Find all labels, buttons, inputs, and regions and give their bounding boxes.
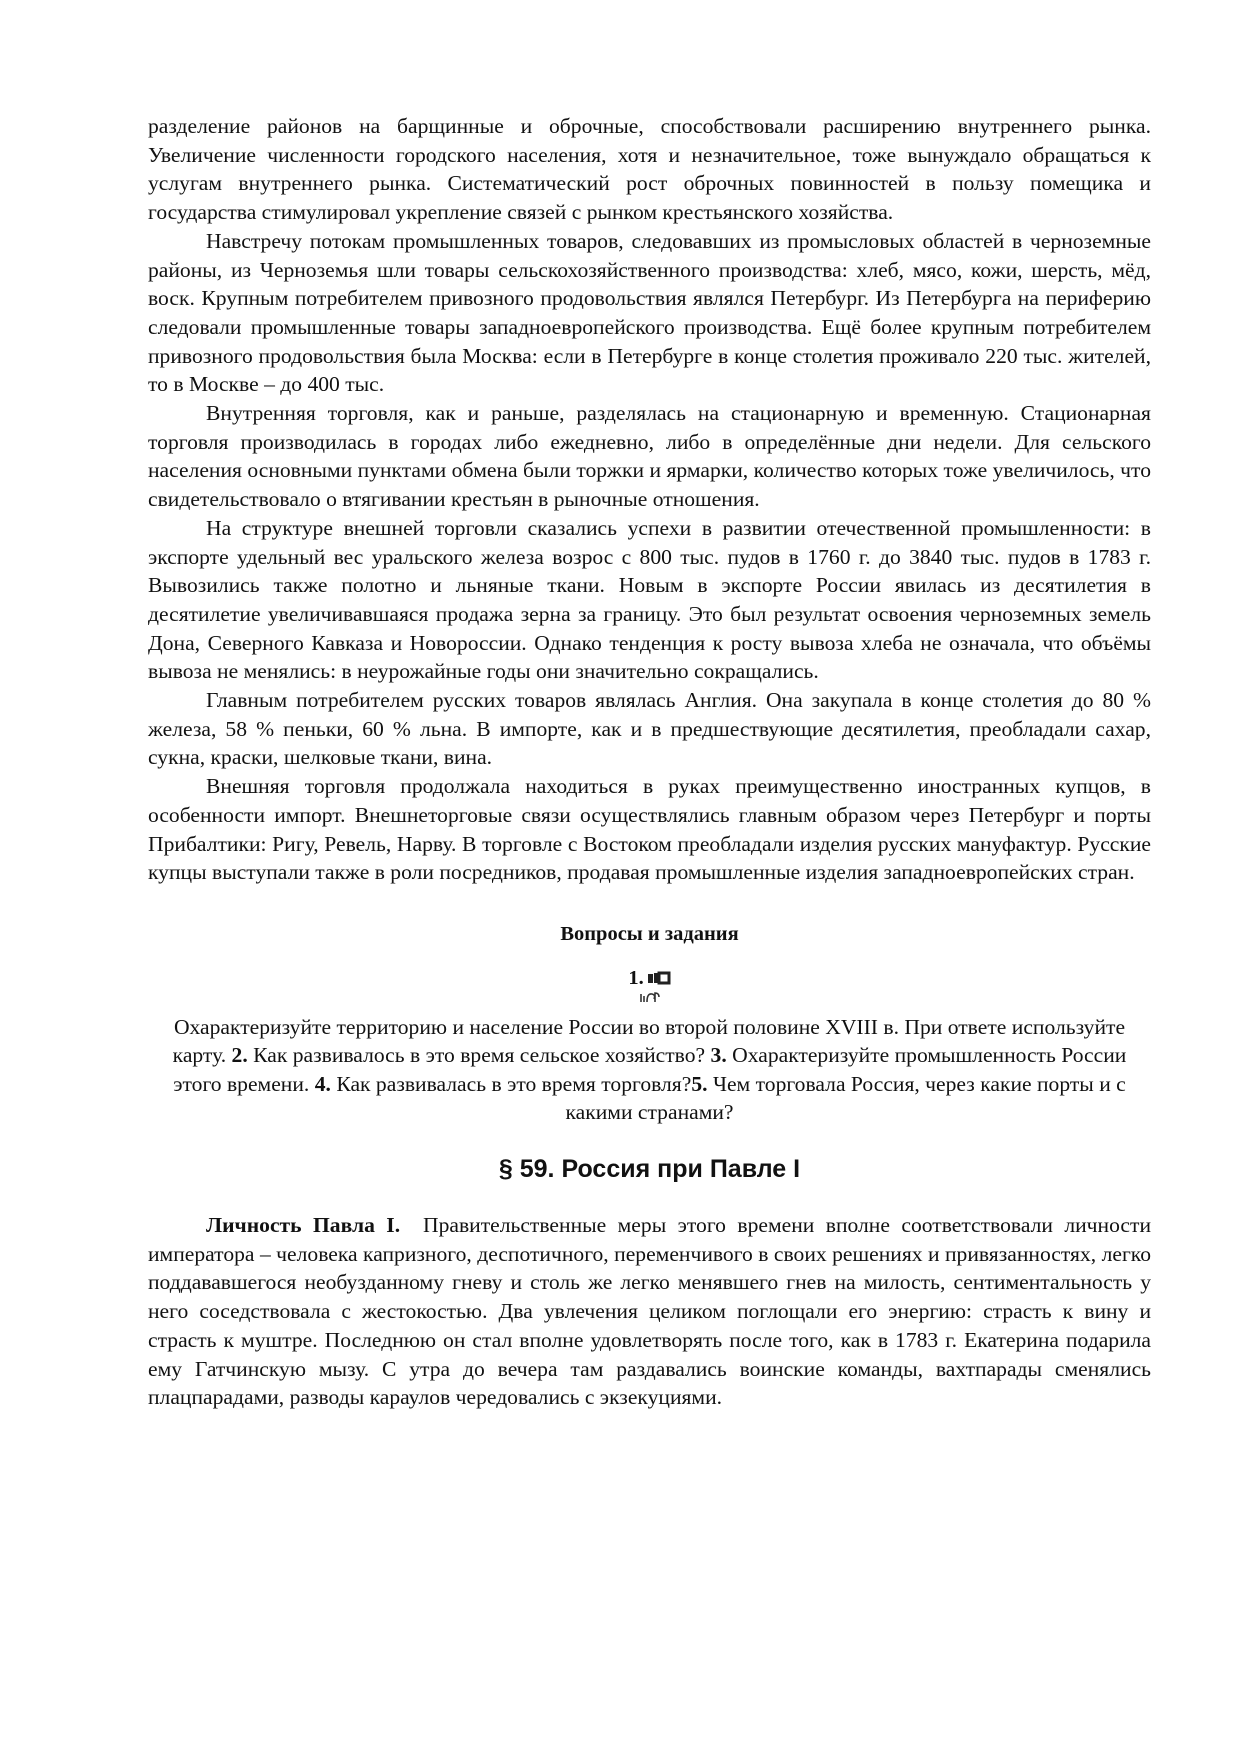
section-title: § 59. Россия при Павле I bbox=[498, 1154, 801, 1183]
paragraph-food-trade: Навстречу потокам промышленных товаров, следовавших из промысловых областей в черноземные районы, из Черноземья шли товары сельскохозяйственного производства: хлеб, мясо, кожи, шерсть, мёд, воск. Крупным потребителем привозного продовольствия являлся Петербург. Из Петербурга на периферию следовали промышленные товары западноевропейского производства. Ещё более крупным потребителем привозного продовольствия была Москва: если в Петербурге в конце столетия проживало 220 тыс. жителей, то в Москве – до 400 тыс. bbox=[148, 228, 1151, 397]
question-1-text: Охарактеризуйте территорию и население России во второй половине XVIII в. При ответе используйте карту. bbox=[172, 1014, 1126, 1068]
question-5-text: Чем торговала Россия, через какие порты и с какими странами? bbox=[565, 1071, 1126, 1125]
broken-glyph-icon bbox=[647, 968, 671, 990]
question-4-number: 4. bbox=[314, 1071, 331, 1096]
paragraph-england: Главным потребителем русских товаров являлась Англия. Она закупала в конце столетия до 80 % железа, 58 % пеньки, 60 % льна. В импорте, как и в предшествующие десятилетия, преобладали сахар, сукна, краски, шелковые ткани, вина. bbox=[148, 688, 1151, 770]
questions-heading: Вопросы и задания bbox=[560, 922, 739, 945]
question-number-first bbox=[148, 967, 1151, 990]
paragraph-continuation: разделение районов на барщинные и оброчные, способствовали расширению внутреннего рынка. Увеличение численности городского населения, хотя и незначительное, тоже вынуждало обращаться к услугам внутреннего рынка. Систематический рост оброчных повинностей в пользу помещика и государства стимулировал укрепление связей с рынком крестьянского хозяйства. bbox=[148, 114, 1151, 225]
question-4-text: Как развивалась в это время торговля? bbox=[336, 1071, 692, 1096]
document-page bbox=[148, 112, 1151, 1412]
broken-glyph-mark-icon bbox=[148, 990, 1151, 1009]
paragraph-internal-trade: Внутренняя торговля, как и раньше, разделялась на стационарную и временную. Стационарная торговля производилась в городах либо ежедневно, либо в определённые дни недели. Для сельского населения основными пунктами обмена были торжки и ярмарки, количество которых тоже увеличилось, что свидетельствовало о втягивании крестьян в рыночные отношения. bbox=[148, 401, 1151, 512]
question-2-text: Как развивалось в это время сельское хозяйство? bbox=[253, 1043, 706, 1068]
question-5-number: 5. bbox=[691, 1071, 708, 1096]
questions-list bbox=[154, 1013, 1145, 1127]
paragraph-foreign-merchants: Внешняя торговля продолжала находиться в руках преимущественно иностранных купцов, в особенности импорт. Внешнеторговые связи осуществлялись главным образом через Петербург и порты Прибалтики: Ригу, Ревель, Нарву. В торговле с Востоком преобладали изделия русских мануфактур. Русские купцы выступали также в роли посредников, продавая промышленные изделия западноевропейских стран. bbox=[148, 774, 1151, 885]
question-2-number: 2. bbox=[231, 1043, 248, 1068]
question-3-number: 3. bbox=[710, 1043, 727, 1068]
section-text: Правительственные меры этого времени вполне соответствовали личности императора – человека капризного, деспотичного, переменчивого в своих решениях и привязанностях, легко поддававшегося необузданному гневу и столь же легко менявшего гнев на милость, сентиментальность у него соседствовала с жестокостью. Два увлечения целиком поглощали его энергию: страсть к вину и страсть к муштре. Последнюю он стал вполне удовлетворять после того, как в 1783 г. Екатерина подарила ему Гатчинскую мызу. С утра до вечера там раздавались воинские команды, вахтпарады сменялись плацпарадами, разводы караулов чередовались с экзекуциями. bbox=[148, 1212, 1152, 1410]
section-lead-in: Личность Павла I. bbox=[206, 1212, 401, 1237]
section-paragraph bbox=[148, 1211, 1151, 1412]
question-number-text: 1. bbox=[628, 966, 644, 989]
question-3-text: Охарактеризуйте промышленность России этого времени. bbox=[173, 1043, 1127, 1096]
paragraph-foreign-trade-structure: На структуре внешней торговли сказались успехи в развитии отечественной промышленности: в экспорте удельный вес уральского железа возрос с 800 тыс. пудов в 1760 г. до 3840 тыс. пудов в 1783 г. Вывозились также полотно и льняные ткани. Новым в экспорте России явилась из десятилетия в десятилетие увеличивавшаяся продажа зерна за границу. Это был результат освоения черноземных земель Дона, Северного Кавказа и Новороссии. Однако тенденция к росту вывоза хлеба не означала, что объёмы вывоза не менялись: в неурожайные годы они значительно сокращались. bbox=[148, 515, 1151, 684]
